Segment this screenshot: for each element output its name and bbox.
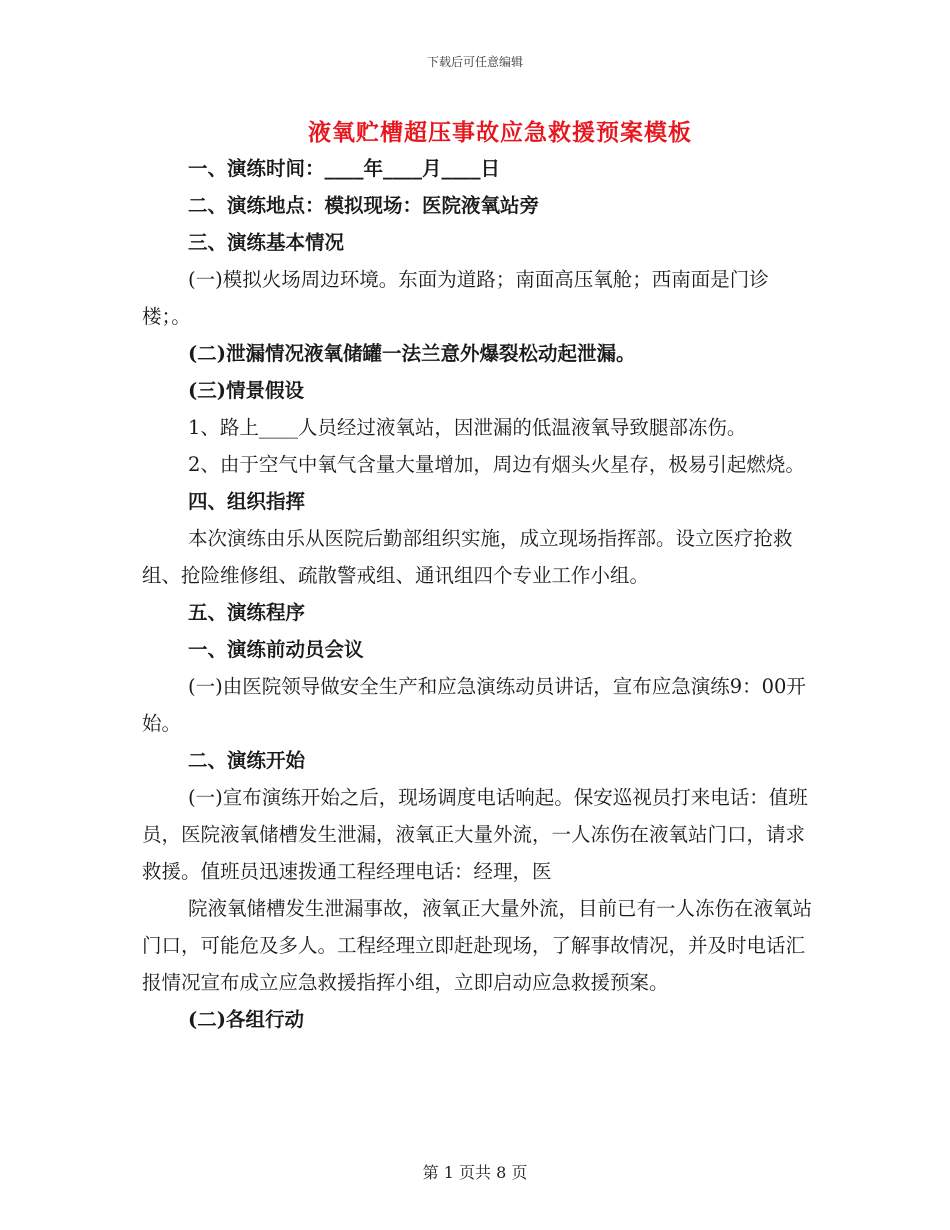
paragraph-drill-start-1: (一)宣布演练开始之后，现场调度电话响起。保安巡视员打来电话：值班员，医院液氧储槽发生泄漏，液氧正大量外流，一人冻伤在液氧站门口，请求救援。值班员迅速拨通工程经理电话：经理，医 <box>142 786 808 883</box>
section-procedure: 五、演练程序 <box>188 601 306 624</box>
section-drill-time: 一、演练时间：____年____月____日 <box>188 157 501 180</box>
section-command: 四、组织指挥 <box>188 490 306 513</box>
paragraph-environment: (一)模拟火场周边环境。东面为道路；南面高压氧舱；西南面是门诊楼；。 <box>142 268 769 328</box>
subsection-drill-start: 二、演练开始 <box>188 749 306 772</box>
paragraph-scenario-2: 2、由于空气中氧气含量大量增加，周边有烟头火星存，极易引起燃烧。 <box>188 453 805 476</box>
paragraph-mobilization: (一)由医院领导做安全生产和应急演练动员讲话，宣布应急演练9：00开始。 <box>142 675 806 735</box>
page-header: 下载后可任意编辑 <box>426 55 523 69</box>
page-footer: 第 1 页共 8 页 <box>422 1163 528 1182</box>
section-basic-situation: 三、演练基本情况 <box>188 231 345 254</box>
document-title: 液氧贮槽超压事故应急救援预案模板 <box>308 119 692 146</box>
subsection-scenario: (三)情景假设 <box>188 379 304 402</box>
paragraph-leak-situation: (二)泄漏情况液氧储罐一法兰意外爆裂松动起泄漏。 <box>188 342 636 365</box>
document-body <box>142 150 812 1038</box>
subsection-mobilization: 一、演练前动员会议 <box>188 638 364 661</box>
paragraph-drill-start-2: 院液氧储槽发生泄漏事故，液氧正大量外流，目前已有一人冻伤在液氧站门口，可能危及多人。工程经理立即赶赴现场，了解事故情况，并及时电话汇报情况宣布成立应急救援指挥小组，立即启动应急救援预案。 <box>142 897 813 994</box>
paragraph-scenario-1: 1、路上____人员经过液氧站，因泄漏的低温液氧导致腿部冻伤。 <box>188 416 747 439</box>
section-drill-location: 二、演练地点：模拟现场：医院液氧站旁 <box>188 194 540 217</box>
subsection-group-actions: (二)各组行动 <box>188 1008 304 1031</box>
paragraph-command: 本次演练由乐从医院后勤部组织实施，成立现场指挥部。设立医疗抢救组、抢险维修组、疏散警戒组、通讯组四个专业工作小组。 <box>142 527 793 587</box>
